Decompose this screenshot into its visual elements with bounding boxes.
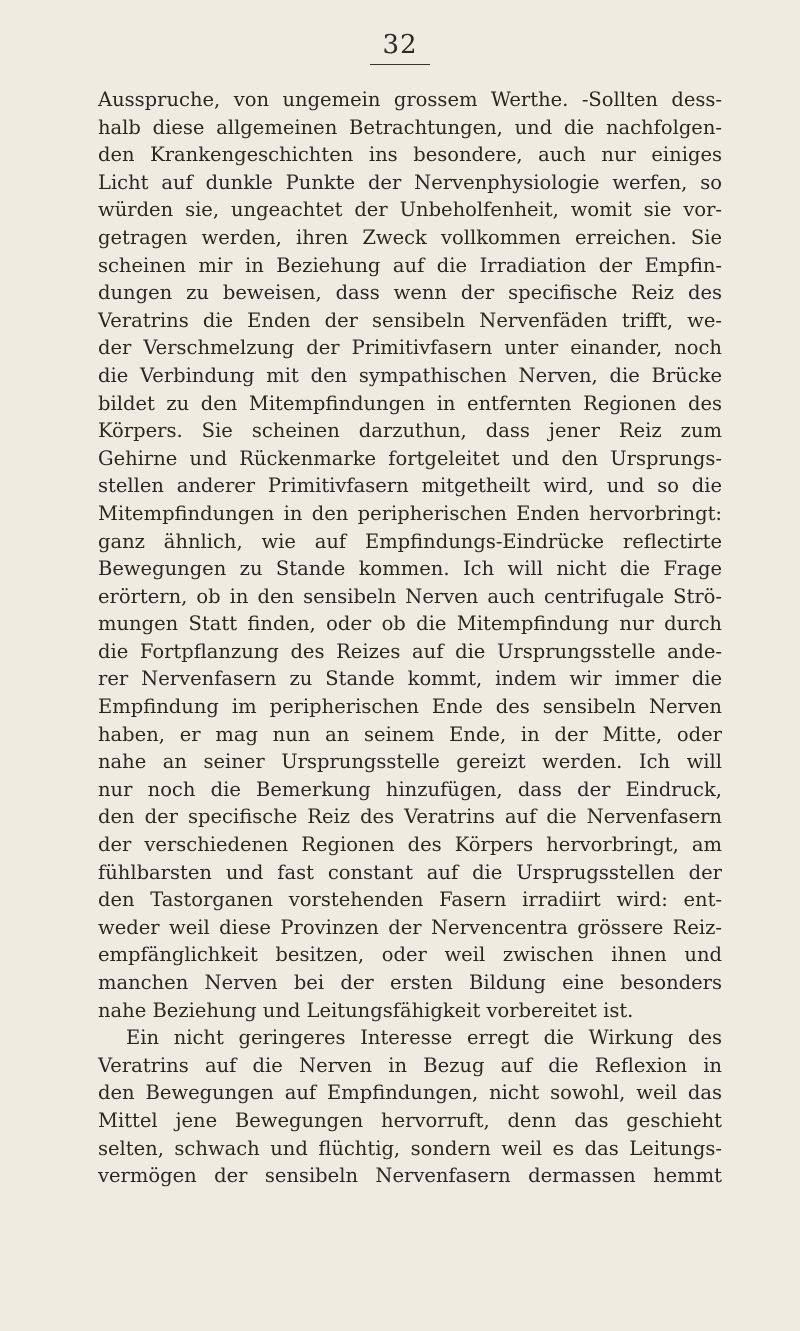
text-line: mungen Statt finden, oder ob die Mitempfindung nur durch [98, 612, 722, 636]
text-line: nur noch die Bemerkung hinzufügen, dass der Eindruck, [98, 777, 722, 801]
text-line: nahe an seiner Ursprungsstelle gereizt werden. Ich will [98, 750, 722, 774]
text-line: erörtern, ob in den sensibeln Nerven auch centrifugale Strö- [98, 584, 722, 608]
text-line: haben, er mag nun an seinem Ende, in der Mitte, oder [98, 722, 722, 746]
text-line: halb diese allgemeinen Betrachtungen, und die nachfolgen- [98, 115, 722, 139]
text-line: Mittel jene Bewegungen hervorruft, denn das geschieht [98, 1108, 722, 1132]
text-line: Ausspruche, von ungemein grossem Werthe. -Sollten dess- [98, 88, 722, 111]
text-line: den Krankengeschichten ins besondere, auch nur einiges [98, 143, 722, 167]
text-line: Ein nicht geringeres Interesse erregt die Wirkung des [126, 1026, 722, 1050]
text-line: Licht auf dunkle Punkte der Nervenphysiologie werfen, so [98, 170, 722, 194]
text-line: manchen Nerven bei der ersten Bildung eine besonders [98, 971, 722, 994]
text-line: den Bewegungen auf Empfindungen, nicht sowohl, weil das [98, 1081, 722, 1105]
text-line: bildet zu den Mitempfindungen in entfernten Regionen des [98, 391, 722, 415]
text-line: würden sie, ungeachtet der Unbeholfenheit, womit sie vor- [98, 198, 722, 222]
text-line: Veratrins auf die Nerven in Bezug auf die Reflexion in [98, 1053, 722, 1077]
text-line: getragen werden, ihren Zweck vollkommen erreichen. Sie [98, 225, 722, 249]
text-line: der verschiedenen Regionen des Körpers hervorbringt, am [98, 833, 722, 857]
text-line: vermögen der sensibeln Nervenfasern dermassen hemmt [98, 1164, 722, 1188]
text-line: Empfindung im peripherischen Ende des sensibeln Nerven [98, 695, 722, 719]
text-line: dungen zu beweisen, dass wenn der specifische Reiz des [98, 281, 722, 305]
text-line: scheinen mir in Beziehung auf die Irradiation der Empfin- [98, 253, 722, 277]
text-line: die Verbindung mit den sympathischen Nerven, die Brücke [98, 363, 722, 387]
text-line: die Fortpflanzung des Reizes auf die Ursprungsstelle ande- [98, 639, 722, 663]
text-line: stellen anderer Primitivfasern mitgetheilt wird, und so die [98, 474, 722, 498]
text-line: Mitempfindungen in den peripherischen Enden hervorbringt: [98, 501, 722, 525]
text-line: selten, schwach und flüchtig, sondern weil es das Leitungs- [98, 1136, 722, 1160]
text-line: den Tastorganen vorstehenden Fasern irradiirt wird: ent- [98, 888, 722, 912]
text-line: ganz ähnlich, wie auf Empfindungs-Eindrücke reflectirte [98, 529, 722, 553]
page-number: 32 [0, 30, 800, 65]
text-line: den der specifische Reiz des Veratrins auf die Nervenfasern [98, 805, 722, 829]
text-line: fühlbarsten und fast constant auf die Ursprugsstellen der [98, 860, 722, 884]
text-line: empfänglichkeit besitzen, oder weil zwischen ihnen und [98, 943, 722, 967]
text-line: Veratrins die Enden der sensibeln Nervenfäden trifft, we- [98, 308, 722, 332]
text-line: nahe Beziehung und Leitungsfähigkeit vorbereitet ist. [98, 998, 634, 1022]
text-line: der Verschmelzung der Primitivfasern unter einander, noch [98, 336, 722, 360]
body-text [98, 86, 722, 1190]
text-line: Bewegungen zu Stande kommen. Ich will nicht die Frage [98, 557, 722, 581]
text-line: Körpers. Sie scheinen darzuthun, dass jener Reiz zum [98, 419, 722, 443]
text-line: Gehirne und Rückenmarke fortgeleitet und den Ursprungs- [98, 446, 722, 470]
text-line: weder weil diese Provinzen der Nervencentra grössere Reiz- [98, 915, 722, 939]
text-line: rer Nervenfasern zu Stande kommt, indem wir immer die [98, 667, 722, 691]
